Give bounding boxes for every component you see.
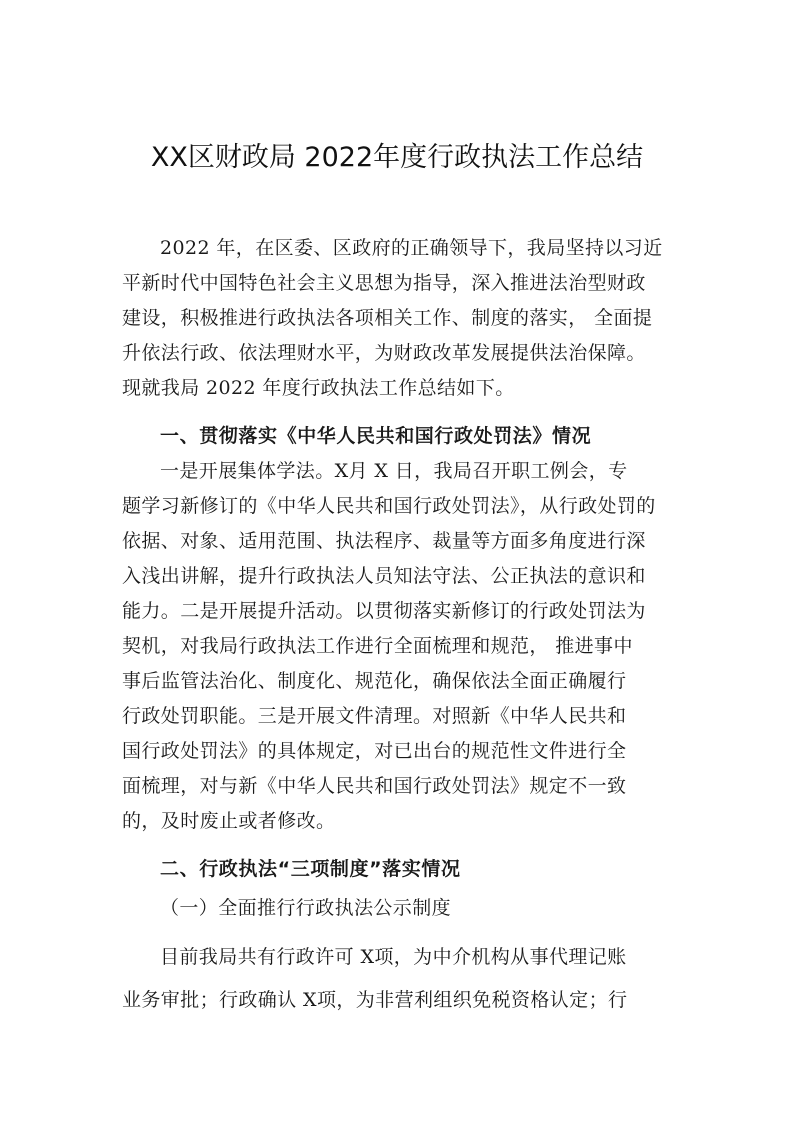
paragraph-section1-line-11: 的，及时废止或者修改。	[122, 810, 336, 832]
paragraph-section1-line-2: 题学习新修订的《中华人民共和国行政处罚法》，从行政处罚的	[122, 495, 656, 517]
paragraph-section1-line-6: 契机，对我局行政执法工作进行全面梳理和规范， 推进事中	[122, 635, 633, 657]
subsection-heading-1: （一）全面推行行政执法公示制度	[160, 897, 452, 919]
paragraph-section1-line-9: 国行政处罚法》的具体规定，对已出台的规范性文件进行全	[122, 740, 627, 762]
paragraph-section1-line-5: 能力。二是开展提升活动。以贯彻落实新修订的行政处罚法为	[122, 600, 646, 622]
paragraph-intro-line-3: 建设，积极推进行政执法各项相关工作、制度的落实， 全面提	[122, 307, 653, 329]
paragraph-section1-line-1: 一是开展集体学法。X月 X 日，我局召开职工例会，专	[160, 460, 628, 482]
paragraph-intro-line-5: 现就我局 2022 年度行政执法工作总结如下。	[122, 377, 515, 399]
paragraph-section1-line-10: 面梳理，对与新《中华人民共和国行政处罚法》规定不一致	[122, 775, 627, 797]
paragraph-section1-line-3: 依据、对象、适用范围、执法程序、裁量等方面多角度进行深	[122, 530, 646, 552]
paragraph-section1-line-4: 入浅出讲解，提升行政执法人员知法守法、公正执法的意识和	[122, 565, 646, 587]
document-title: XX区财政局 2022年度行政执法工作总结	[150, 142, 644, 173]
paragraph-intro-line-4: 升依法行政、依法理财水平，为财政改革发展提供法治保障。	[122, 342, 646, 364]
paragraph-intro-line-1: 2022 年，在区委、区政府的正确领导下，我局坚持以习近	[160, 237, 663, 259]
paragraph-section1-line-7: 事后监管法治化、制度化、规范化，确保依法全面正确履行	[122, 670, 627, 692]
paragraph-section2-line-2: 业务审批；行政确认 X项，为非营利组织免税资格认定；行	[122, 989, 628, 1011]
paragraph-section1-line-8: 行政处罚职能。三是开展文件清理。对照新《中华人民共和	[122, 705, 627, 727]
section-heading-1: 一、贯彻落实《中华人民共和国行政处罚法》情况	[160, 425, 592, 447]
section-heading-2: 二、行政执法“三项制度”落实情况	[160, 858, 461, 880]
paragraph-intro-line-2: 平新时代中国特色社会主义思想为指导，深入推进法治型财政	[122, 272, 646, 294]
paragraph-section2-line-1: 目前我局共有行政许可 X项，为中介机构从事代理记账	[160, 946, 627, 968]
